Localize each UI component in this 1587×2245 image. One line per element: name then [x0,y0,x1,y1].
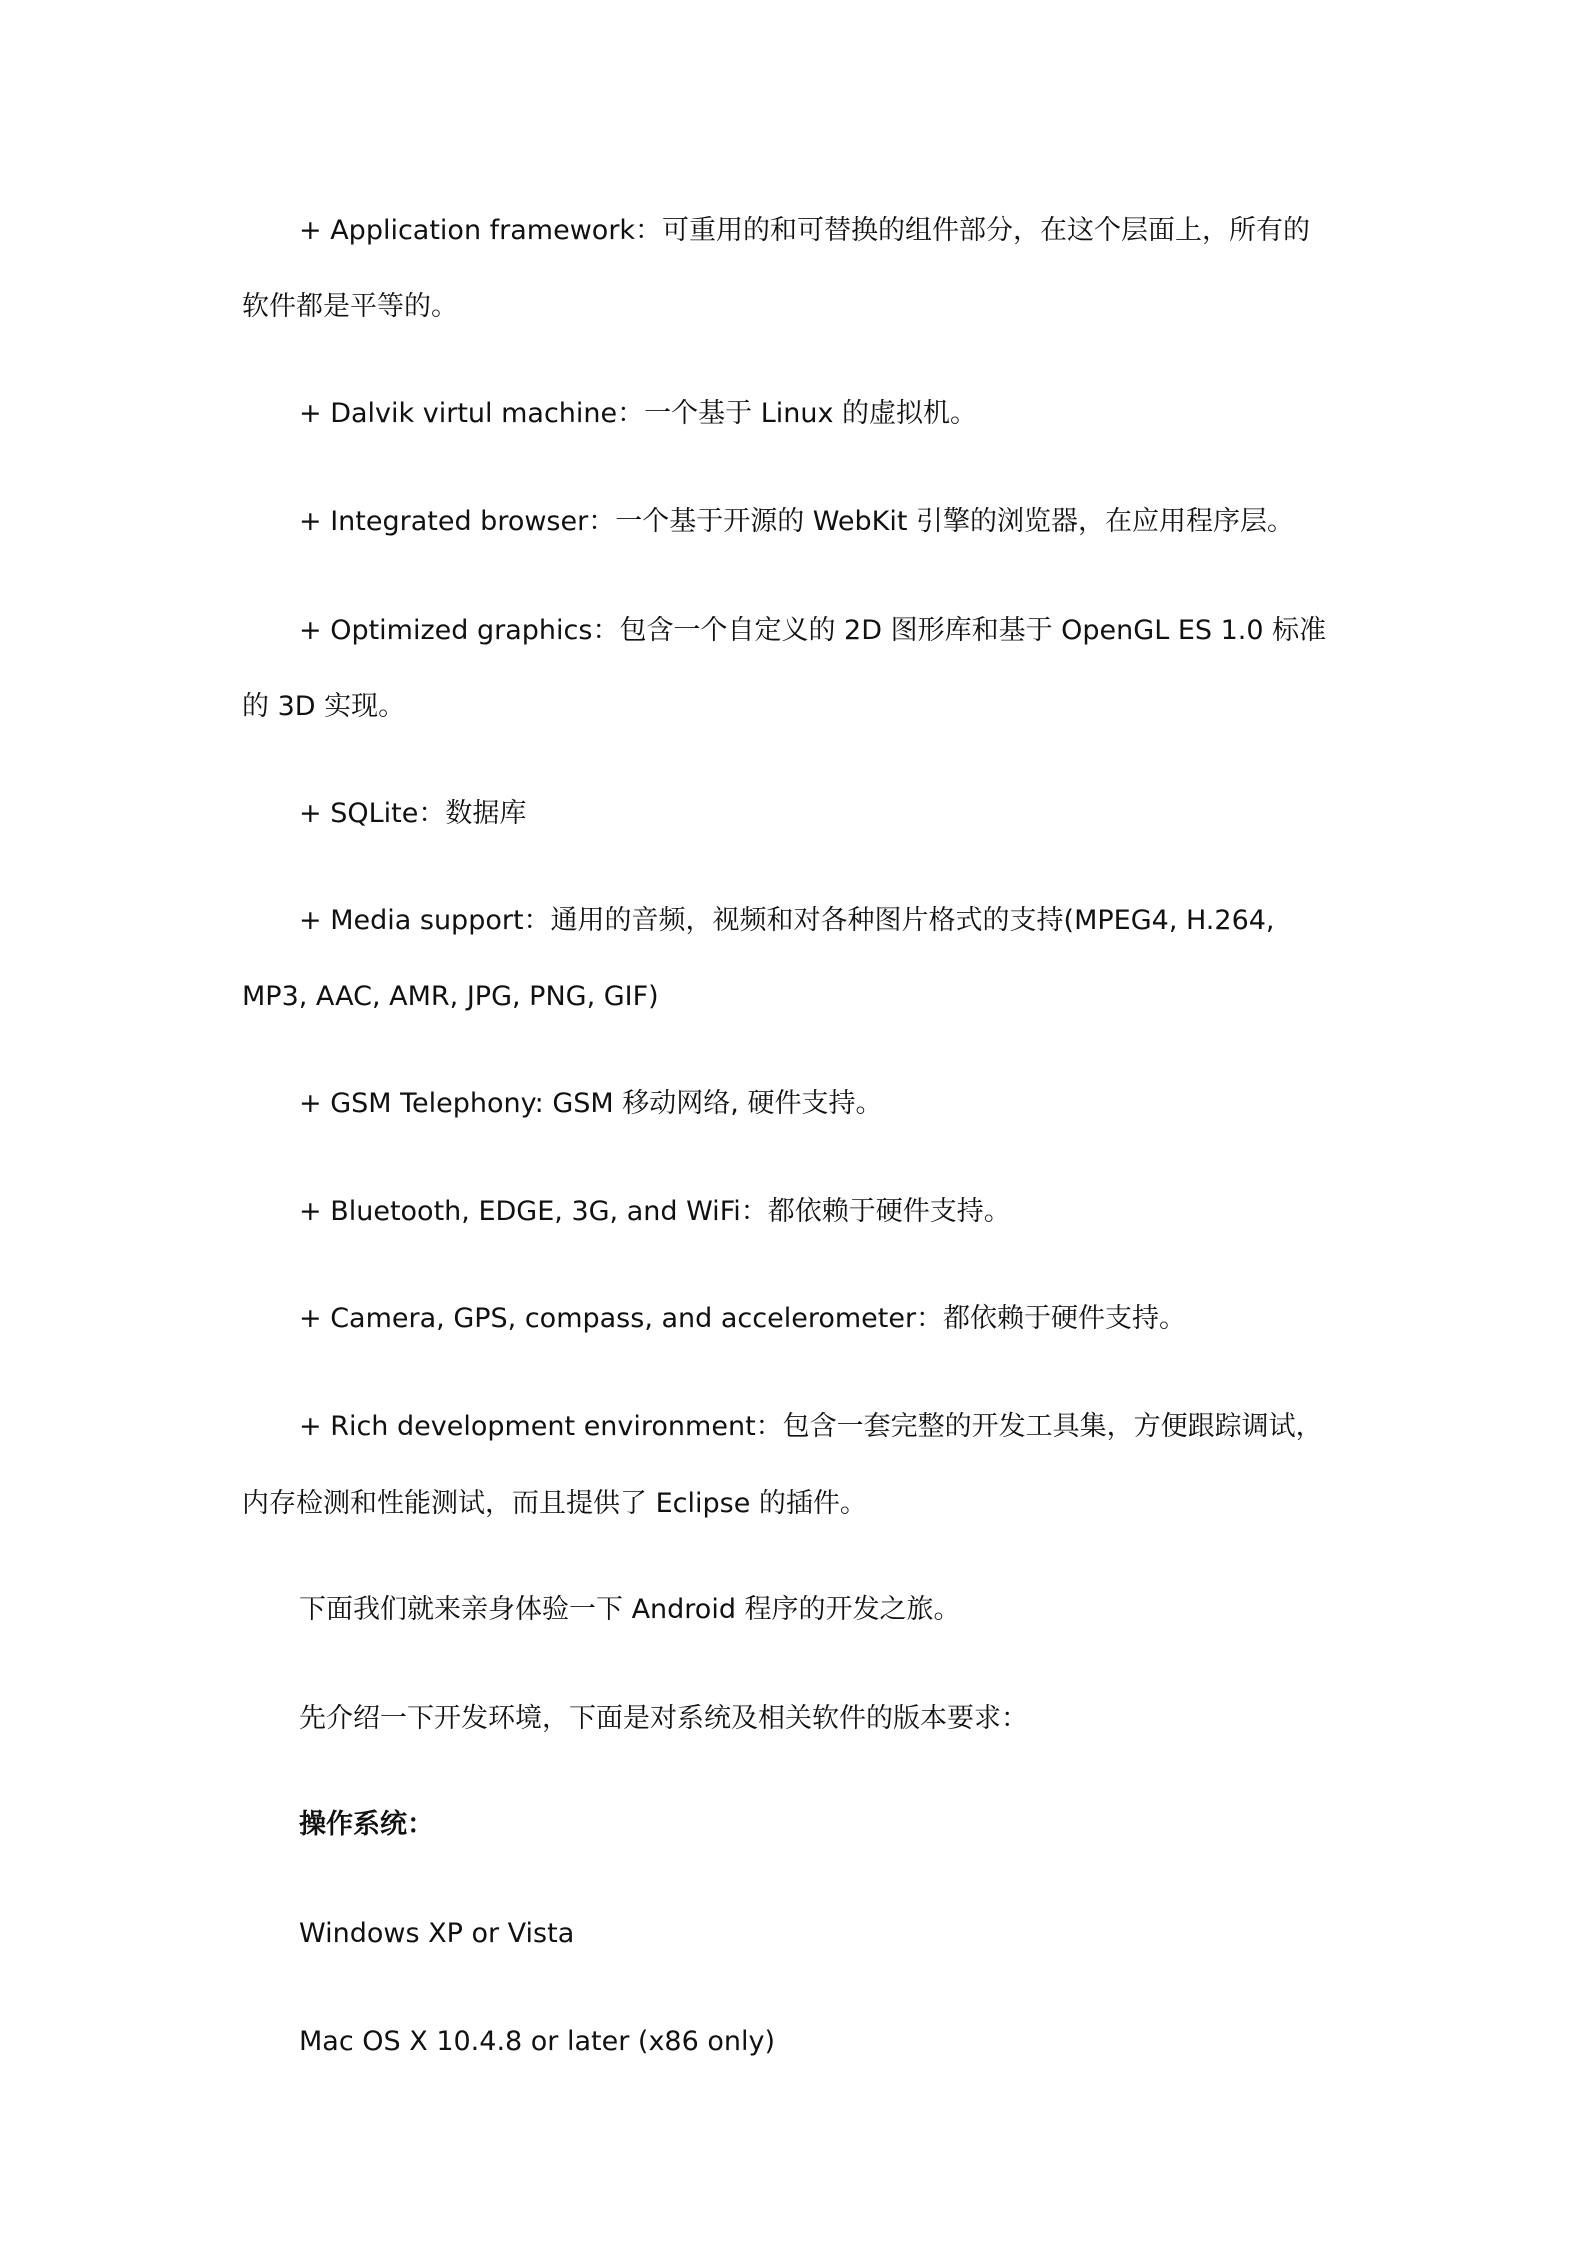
feature-dev-env-cont: 内存检测和性能测试，而且提供了 Eclipse 的插件。 [242,1488,867,1519]
feature-browser: + Integrated browser：一个基于开源的 WebKit 引擎的浏览器，在应用程序层。 [299,506,1295,537]
os-heading: 操作系统： [299,1809,434,1840]
feature-camera: + Camera, GPS, compass, and accelerometer：都依赖于硬件支持。 [299,1303,1187,1334]
feature-bluetooth: + Bluetooth, EDGE, 3G, and WiFi：都依赖于硬件支持。 [299,1196,1011,1227]
feature-gsm: + GSM Telephony: GSM 移动网络, 硬件支持。 [299,1088,883,1119]
os-windows: Windows XP or Vista [299,1918,575,1949]
feature-application-framework: + Application framework：可重用的和可替换的组件部分，在这个层面上，所有的 [299,215,1311,246]
feature-dev-env: + Rich development environment：包含一套完整的开发工具集，方便跟踪调试， [299,1411,1323,1442]
feature-media-cont: MP3, AAC, AMR, JPG, PNG, GIF) [242,981,659,1012]
feature-dalvik: + Dalvik virtul machine：一个基于 Linux 的虚拟机。 [299,398,978,429]
feature-media: + Media support：通用的音频，视频和对各种图片格式的支持(MPEG4, H.264, [299,905,1275,936]
feature-sqlite: + SQLite：数据库 [299,798,527,829]
feature-graphics: + Optimized graphics：包含一个自定义的 2D 图形库和基于 OpenGL ES 1.0 标准 [299,615,1327,646]
feature-graphics-cont: 的 3D 实现。 [242,691,406,722]
os-mac: Mac OS X 10.4.8 or later (x86 only) [299,2026,776,2057]
intro-paragraph: 下面我们就来亲身体验一下 Android 程序的开发之旅。 [299,1594,961,1625]
feature-application-framework-cont: 软件都是平等的。 [242,291,458,322]
env-intro-paragraph: 先介绍一下开发环境，下面是对系统及相关软件的版本要求： [299,1703,1028,1734]
